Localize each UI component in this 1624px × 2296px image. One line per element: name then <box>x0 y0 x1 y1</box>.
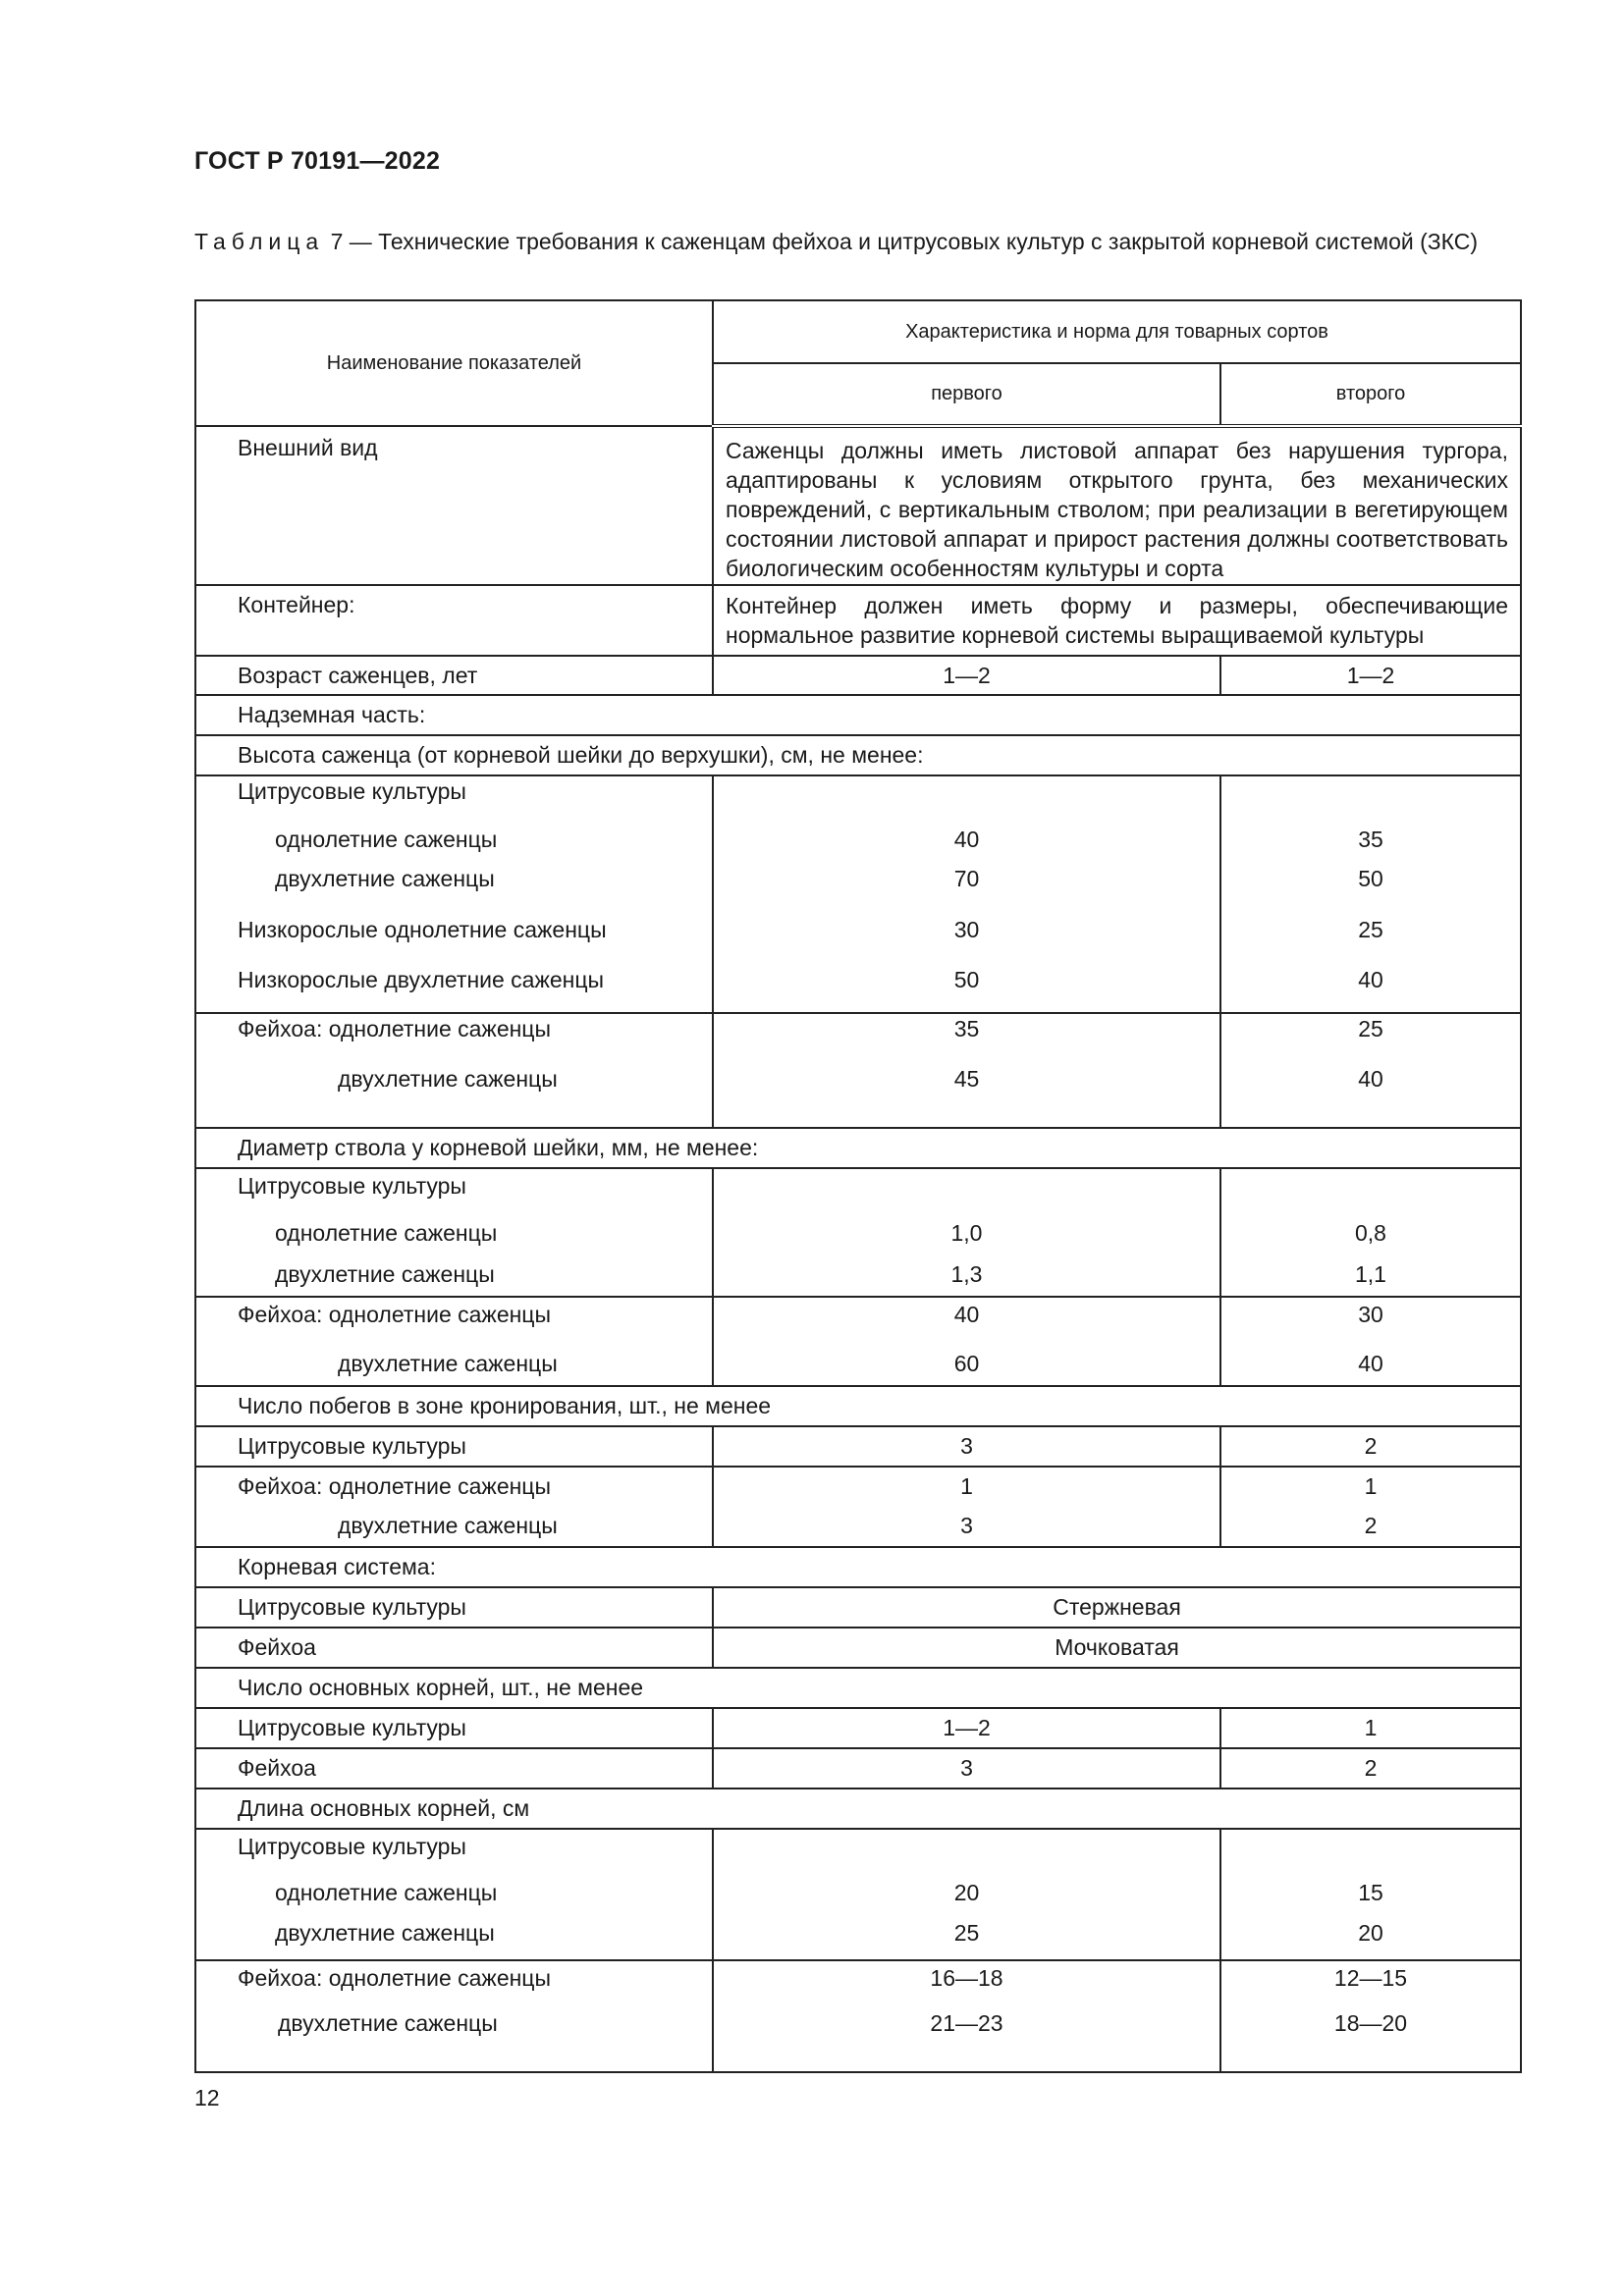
cell-value: 1 <box>1220 1708 1521 1748</box>
table-row <box>195 656 1521 695</box>
group-label: Цитрусовые культуры <box>238 1834 466 1859</box>
cell-value: 20 <box>953 1880 980 1905</box>
row-label: двухлетние саженцы <box>338 1066 558 1092</box>
section-label: Длина основных корней, см <box>195 1789 1521 1829</box>
row-label: Возраст саженцев, лет <box>195 656 713 695</box>
table-row <box>195 1829 1521 1960</box>
table-row <box>195 1013 1521 1128</box>
cell-value: 1,3 <box>950 1261 983 1287</box>
row-label: двухлетние саженцы <box>278 2010 498 2036</box>
row-label: Фейхоа <box>195 1628 713 1668</box>
table-row <box>195 426 1521 585</box>
cell-value: 45 <box>953 1066 980 1092</box>
cell-value: 40 <box>1358 967 1383 992</box>
group-label: Цитрусовые культуры <box>238 1173 466 1199</box>
section-label: Число основных корней, шт., не менее <box>195 1668 1521 1708</box>
row-label: Фейхоа <box>195 1748 713 1789</box>
table-row <box>195 1587 1521 1628</box>
section-row <box>195 1386 1521 1426</box>
cell-value: 12—15 <box>1333 1965 1408 1991</box>
section-label: Корневая система: <box>195 1547 1521 1587</box>
cell-value: 25 <box>1358 1016 1383 1041</box>
cell-value: 25 <box>1358 917 1383 942</box>
appearance-text: Саженцы должны иметь листовой аппарат без нарушения тургора, адаптированы к условиям открытого грунта, без механических повреждений, с вертикальным стволом; при реализации в вегетирующем состоянии листовой аппарат и прирост растения должны соответствовать биологическим особенностям культуры и сорта <box>726 438 1508 581</box>
group-label: Цитрусовые культуры <box>238 778 466 804</box>
section-label: Надземная часть: <box>195 695 1521 735</box>
section-label: Диаметр ствола у корневой шейки, мм, не менее: <box>195 1128 1521 1168</box>
section-row <box>195 1789 1521 1829</box>
section-row <box>195 1128 1521 1168</box>
section-row <box>195 695 1521 735</box>
cell-value: 1 <box>1364 1473 1378 1499</box>
table-row <box>195 1748 1521 1789</box>
section-row <box>195 1547 1521 1587</box>
row-label: Фейхоа: однолетние саженцы <box>238 1473 552 1499</box>
cell-value: 40 <box>953 827 980 852</box>
cell-value: 20 <box>1358 1920 1383 1946</box>
row-label: однолетние саженцы <box>275 1880 498 1905</box>
row-label: однолетние саженцы <box>275 827 498 852</box>
document-code: ГОСТ Р 70191—2022 <box>194 147 441 175</box>
cell-value: 1—2 <box>713 1708 1220 1748</box>
cell-value: 3 <box>713 1748 1220 1789</box>
table-caption-text: 7 — Технические требования к саженцам фейхоа и цитрусовых культур с закрытой корневой системой (ЗКС) <box>324 229 1479 254</box>
cell-value: 3 <box>960 1513 973 1538</box>
row-label: Фейхоа: однолетние саженцы <box>238 1302 552 1327</box>
cell-value: 40 <box>953 1302 980 1327</box>
cell-value: 35 <box>953 1016 980 1041</box>
cell-value: 25 <box>953 1920 980 1946</box>
cell-value: 50 <box>953 967 980 992</box>
header-sort-second: второго <box>1220 363 1521 426</box>
cell-value: 1—2 <box>713 656 1220 695</box>
page-number: 12 <box>194 2085 220 2110</box>
cell-value: 18—20 <box>1333 2010 1408 2036</box>
cell-value: 15 <box>1358 1880 1383 1905</box>
table-caption-label: Таблица <box>194 229 325 254</box>
row-label: Фейхоа: однолетние саженцы <box>238 1965 552 1991</box>
row-label: двухлетние саженцы <box>338 1351 558 1376</box>
row-label: двухлетние саженцы <box>275 866 495 891</box>
cell-value: 70 <box>953 866 980 891</box>
cell-value: 60 <box>953 1351 980 1376</box>
header-group: Характеристика и норма для товарных сортов <box>713 300 1521 363</box>
cell-value: 16—18 <box>930 1965 1003 1991</box>
cell-value: 1,1 <box>1355 1261 1386 1287</box>
row-label: Низкорослые двухлетние саженцы <box>238 967 605 992</box>
header-name-column: Наименование показателей <box>195 300 713 426</box>
cell-value: 1 <box>960 1473 973 1499</box>
section-row <box>195 1668 1521 1708</box>
cell-value: 40 <box>1358 1066 1383 1092</box>
table-row <box>195 585 1521 656</box>
table-row <box>195 1960 1521 2072</box>
row-label: Цитрусовые культуры <box>195 1587 713 1628</box>
cell-value: Стержневая <box>713 1587 1521 1628</box>
table-row <box>195 1297 1521 1386</box>
cell-value: 21—23 <box>930 2010 1003 2036</box>
row-label: Низкорослые однолетние саженцы <box>238 917 607 942</box>
cell-value: 50 <box>1358 866 1383 891</box>
row-label: двухлетние саженцы <box>275 1920 495 1946</box>
table-row <box>195 1168 1521 1297</box>
table-row <box>195 1467 1521 1547</box>
cell-value: 2 <box>1220 1748 1521 1789</box>
section-row <box>195 735 1521 775</box>
cell-value: 35 <box>1358 827 1383 852</box>
section-label: Высота саженца (от корневой шейки до верхушки), см, не менее: <box>195 735 1521 775</box>
table-row <box>195 1628 1521 1668</box>
cell-value: 0,8 <box>1355 1220 1386 1246</box>
row-label: Цитрусовые культуры <box>195 1426 713 1467</box>
row-label: Внешний вид <box>238 435 378 460</box>
requirements-table <box>194 299 1522 2073</box>
row-label: двухлетние саженцы <box>338 1513 558 1538</box>
cell-value: 1,0 <box>950 1220 983 1246</box>
table-row <box>195 1708 1521 1748</box>
cell-value: 30 <box>1358 1302 1383 1327</box>
cell-value: 2 <box>1220 1426 1521 1467</box>
header-sort-first: первого <box>713 363 1220 426</box>
section-label: Число побегов в зоне кронирования, шт., не менее <box>195 1386 1521 1426</box>
cell-value: Мочковатая <box>713 1628 1521 1668</box>
table-header <box>195 300 1521 426</box>
table-row <box>195 775 1521 1013</box>
table-row <box>195 1426 1521 1467</box>
row-label: однолетние саженцы <box>275 1220 498 1246</box>
container-text: Контейнер должен иметь форму и размеры, обеспечивающие нормальное развитие корневой системы выращиваемой культуры <box>726 593 1508 648</box>
cell-value: 2 <box>1364 1513 1378 1538</box>
row-label: Контейнер: <box>238 592 355 617</box>
cell-value: 30 <box>953 917 980 942</box>
table-caption <box>194 226 1530 257</box>
cell-value: 3 <box>713 1426 1220 1467</box>
cell-value: 40 <box>1358 1351 1383 1376</box>
cell-value: 1—2 <box>1220 656 1521 695</box>
row-label: Цитрусовые культуры <box>195 1708 713 1748</box>
row-label: Фейхоа: однолетние саженцы <box>238 1016 552 1041</box>
row-label: двухлетние саженцы <box>275 1261 495 1287</box>
